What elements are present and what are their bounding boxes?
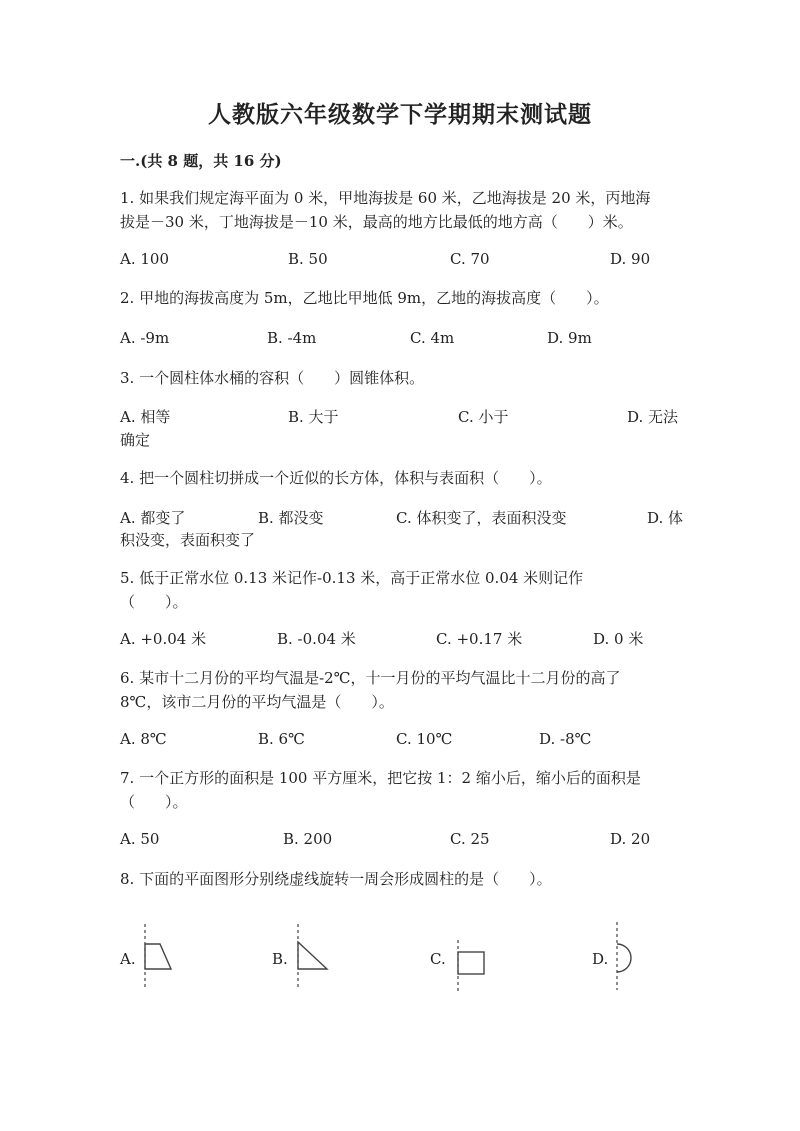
option-c[interactable]: C. 25	[450, 830, 490, 848]
option-b[interactable]: B. 都没变	[258, 509, 324, 527]
section-heading: 一.(共 8 题，共 16 分)	[120, 152, 282, 170]
options-3	[120, 405, 680, 429]
option-b[interactable]: B. 200	[283, 830, 333, 848]
option-c[interactable]: C. 小于	[458, 408, 509, 426]
option-b[interactable]: B. 50	[288, 250, 328, 268]
option-d[interactable]: D. 20	[610, 830, 651, 848]
option-a[interactable]: A. 8℃	[120, 730, 167, 748]
question-line: 8℃，该市二月份的平均气温是（ ）。	[120, 693, 394, 711]
question-line: 3. 一个圆柱体水桶的容积（ ）圆锥体积。	[120, 369, 425, 387]
figure-option-b[interactable]	[272, 922, 342, 992]
options-7	[120, 827, 680, 851]
question-line: （ ）。	[120, 793, 188, 811]
question-4	[120, 466, 680, 490]
option-b[interactable]: B. -0.04 米	[277, 630, 356, 648]
figure-option-c[interactable]	[430, 922, 500, 992]
option-c[interactable]: C. 10℃	[396, 730, 453, 748]
figure-options	[120, 922, 680, 992]
option-b[interactable]: B. -4m	[267, 329, 317, 347]
option-d-continued: 确定	[120, 431, 151, 449]
option-a[interactable]: A. +0.04 米	[120, 630, 207, 648]
triangle-figure	[290, 922, 340, 992]
question-6	[120, 666, 680, 714]
figure-option-a[interactable]	[120, 922, 180, 992]
question-line: 8. 下面的平面图形分别绕虚线旋转一周会形成圆柱的是（ ）。	[120, 870, 552, 888]
figure-label: D.	[592, 950, 609, 968]
option-d[interactable]: D. -8℃	[539, 730, 592, 748]
question-line: 7. 一个正方形的面积是 100 平方厘米，把它按 1：2 缩小后，缩小后的面积是	[120, 769, 641, 787]
options-5	[120, 627, 680, 651]
semicircle-figure	[608, 922, 648, 992]
option-d[interactable]: D. 无法	[627, 408, 679, 426]
options-1	[120, 247, 680, 271]
question-line: 5. 低于正常水位 0.13 米记作-0.13 米，高于正常水位 0.04 米则记作	[120, 569, 584, 587]
option-c[interactable]: C. 4m	[410, 329, 455, 347]
option-c[interactable]: C. 70	[450, 250, 490, 268]
options-4	[120, 506, 684, 530]
question-line: （ ）。	[120, 593, 188, 611]
option-d[interactable]: D. 9m	[547, 329, 592, 347]
question-line: 4. 把一个圆柱切拼成一个近似的长方体，体积与表面积（ ）。	[120, 469, 552, 487]
question-line: 拔是－30 米，丁地海拔是－10 米，最高的地方比最低的地方高（ ）米。	[120, 213, 633, 231]
option-b[interactable]: B. 6℃	[258, 730, 305, 748]
figure-label: A.	[120, 950, 136, 968]
question-5	[120, 566, 680, 614]
question-8	[120, 867, 680, 891]
option-c[interactable]: C. 体积变了，表面积没变	[396, 509, 567, 527]
question-line: 1. 如果我们规定海平面为 0 米，甲地海拔是 60 米，乙地海拔是 20 米，丙地海	[120, 189, 651, 207]
question-line: 6. 某市十二月份的平均气温是-2℃，十一月份的平均气温比十二月份的高了	[120, 669, 621, 687]
option-d[interactable]: D. 体	[647, 509, 684, 527]
figure-option-d[interactable]	[592, 922, 652, 992]
option-b[interactable]: B. 大于	[288, 408, 339, 426]
question-1	[120, 186, 680, 234]
option-a[interactable]: A. 100	[120, 250, 169, 268]
question-7	[120, 766, 680, 814]
option-d[interactable]: D. 0 米	[593, 630, 644, 648]
options-6	[120, 727, 680, 751]
option-a[interactable]: A. 50	[120, 830, 160, 848]
question-3	[120, 366, 680, 390]
option-d[interactable]: D. 90	[610, 250, 651, 268]
rectangle-figure	[448, 922, 498, 992]
option-a[interactable]: A. 都变了	[120, 509, 186, 527]
options-2	[120, 326, 680, 350]
option-a[interactable]: A. -9m	[120, 329, 170, 347]
option-a[interactable]: A. 相等	[120, 408, 171, 426]
option-d-continued: 积没变，表面积变了	[120, 531, 256, 549]
figure-label: C.	[430, 950, 446, 968]
page-title: 人教版六年级数学下学期期末测试题	[208, 101, 592, 128]
question-2	[120, 286, 680, 310]
trapezoid-figure	[138, 922, 178, 992]
question-line: 2. 甲地的海拔高度为 5m，乙地比甲地低 9m，乙地的海拔高度（ ）。	[120, 289, 609, 307]
option-c[interactable]: C. +0.17 米	[436, 630, 523, 648]
figure-label: B.	[272, 950, 288, 968]
